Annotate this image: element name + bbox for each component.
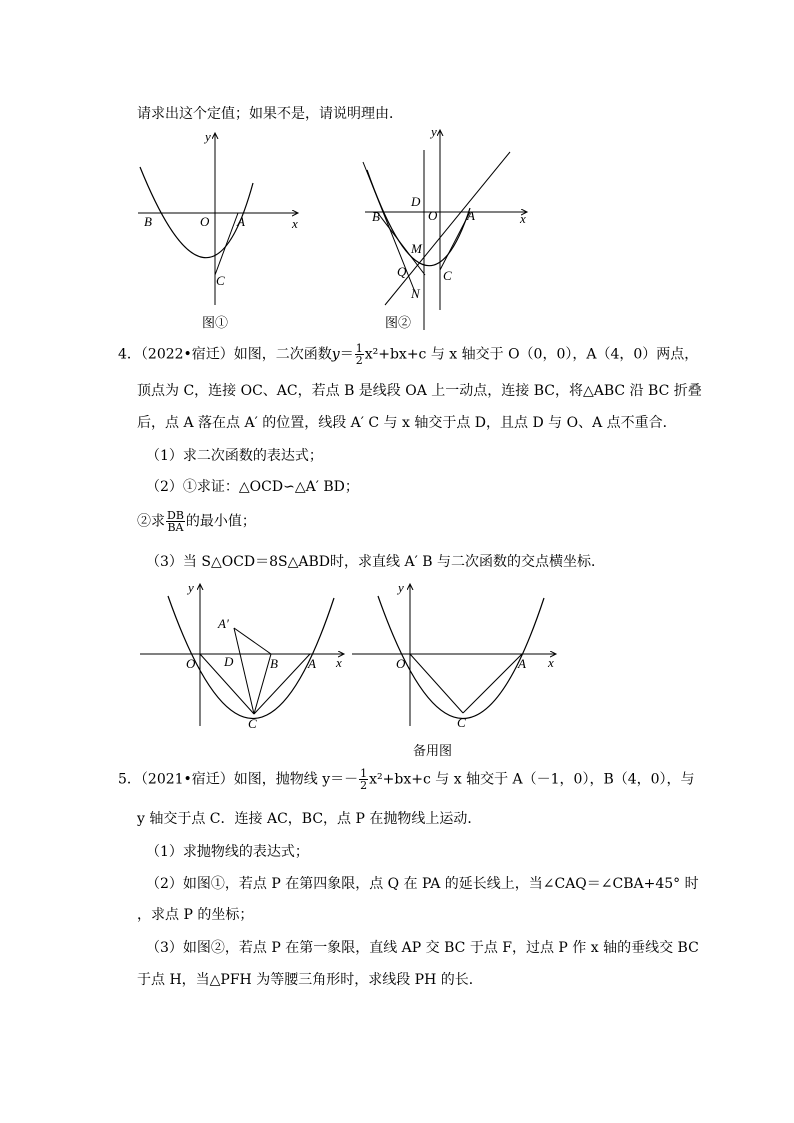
q4-sub2b-b: 的最小值；: [185, 513, 256, 530]
q4-sub2: （2）①求证：△OCD∽△A′ BD；: [146, 479, 359, 495]
label-c: C: [443, 268, 452, 283]
label-y: y: [431, 124, 437, 139]
label-b: B: [372, 209, 380, 224]
q5-sub2b: ，求点 P 的坐标；: [137, 907, 254, 923]
label-y: y: [188, 580, 194, 595]
label-o: O: [186, 656, 196, 671]
figure-2-caption: 图②: [385, 316, 412, 331]
q5-sub2: （2）如图①，若点 P 在第四象限，点 Q 在 PA 的延长线上，当∠CAQ＝∠CBA+45° 时: [146, 876, 699, 892]
label-m: M: [411, 241, 422, 256]
q4-figure-a: [138, 578, 350, 730]
label-q: Q: [397, 264, 407, 279]
label-a: A: [518, 656, 526, 671]
label-d: D: [224, 654, 234, 669]
q5-line1-a: 5．（2021•宿迁）如图，抛物线 y＝－: [118, 771, 359, 788]
q5-sub1: （1）求抛物线的表达式；: [146, 844, 309, 860]
q5-line1: [118, 768, 695, 791]
figure-1: [130, 125, 310, 315]
line-through-b: [363, 162, 415, 292]
frac-num: 1: [355, 342, 363, 355]
q4-sub1: （1）求二次函数的表达式；: [146, 448, 323, 464]
label-y: y: [205, 129, 211, 144]
label-o: O: [200, 214, 210, 229]
segment-a2c: [234, 628, 254, 714]
label-x: x: [336, 655, 342, 670]
q4-line2: 顶点为 C，连接 OC、AC，若点 B 是线段 OA 上一动点，连接 BC，将△ABC 沿 BC 折叠: [137, 383, 702, 399]
figure-1-caption: 图①: [202, 316, 229, 331]
q4-line1-b: x²+bx+c 与 x 轴交于 O（0，0），A（4，0）两点，: [364, 346, 699, 363]
label-a: A: [467, 208, 475, 223]
q4-line1-a: 4．（2022•宿迁）如图，二次函数: [118, 346, 332, 363]
segment-ca: [215, 213, 238, 275]
figure-2: [355, 120, 535, 335]
q4-figure-b: [350, 578, 562, 730]
q5-sub3b: 于点 H，当△PFH 为等腰三角形时，求线段 PH 的长．: [137, 972, 483, 988]
label-c: C: [216, 273, 225, 288]
frac-num: DB: [167, 509, 184, 522]
label-b: B: [270, 656, 278, 671]
label-a-prime: A′: [218, 616, 229, 631]
q4-line1: 4．（2022•宿迁）如图，二次函数y＝ $\frac{1}{2}$ x²+bx+c 与 x 轴交于 O（0，0），A（4，0）两点，: [118, 342, 699, 367]
q4-sub2b-a: ②求: [137, 513, 165, 530]
label-a: A: [308, 656, 316, 671]
q4-sub2b-fraction: [166, 510, 185, 533]
frac-num: 1: [360, 767, 368, 780]
label-c: C: [457, 715, 466, 730]
label-a: A: [237, 214, 245, 229]
intro-line: 请求出这个定值；如果不是，请说明理由．: [137, 106, 403, 122]
q5-line1-b: x²+bx+c 与 x 轴交于 A（－1，0），B（4，0），与: [369, 771, 695, 788]
segment-ca: [440, 212, 470, 270]
label-x: x: [520, 211, 526, 226]
label-d: D: [411, 194, 421, 209]
q4-sub2b: [137, 510, 256, 533]
q5-line2: y 轴交于点 C．连接 AC，BC，点 P 在抛物线上运动．: [137, 811, 482, 827]
frac-den: 2: [355, 354, 363, 367]
label-y: y: [398, 580, 404, 595]
q4-fraction: [355, 343, 364, 366]
label-o: O: [428, 208, 438, 223]
q4-figure-b-caption: 备用图: [413, 744, 453, 759]
segment-ac: [463, 654, 522, 713]
parabola: [140, 167, 253, 258]
frac-den: 2: [360, 779, 368, 792]
label-x: x: [548, 655, 554, 670]
label-b: B: [144, 214, 152, 229]
q4-sub3: （3）当 S△OCD＝8S△ABD时，求直线 A′ B 与二次函数的交点横坐标．: [146, 554, 605, 570]
label-c: C: [248, 716, 257, 731]
label-x: x: [292, 216, 298, 231]
q5-sub3: （3）如图②，若点 P 在第一象限，直线 AP 交 BC 于点 F，过点 P 作 x 轴的垂线交 BC: [146, 940, 699, 956]
frac-den: BA: [167, 521, 184, 534]
q4-line3: 后，点 A 落在点 A′ 的位置，线段 A′ C 与 x 轴交于点 D，且点 D 与 O、A 点不重合．: [137, 415, 677, 431]
q5-fraction: [359, 768, 368, 791]
label-n: N: [411, 286, 420, 301]
label-o: O: [396, 656, 406, 671]
